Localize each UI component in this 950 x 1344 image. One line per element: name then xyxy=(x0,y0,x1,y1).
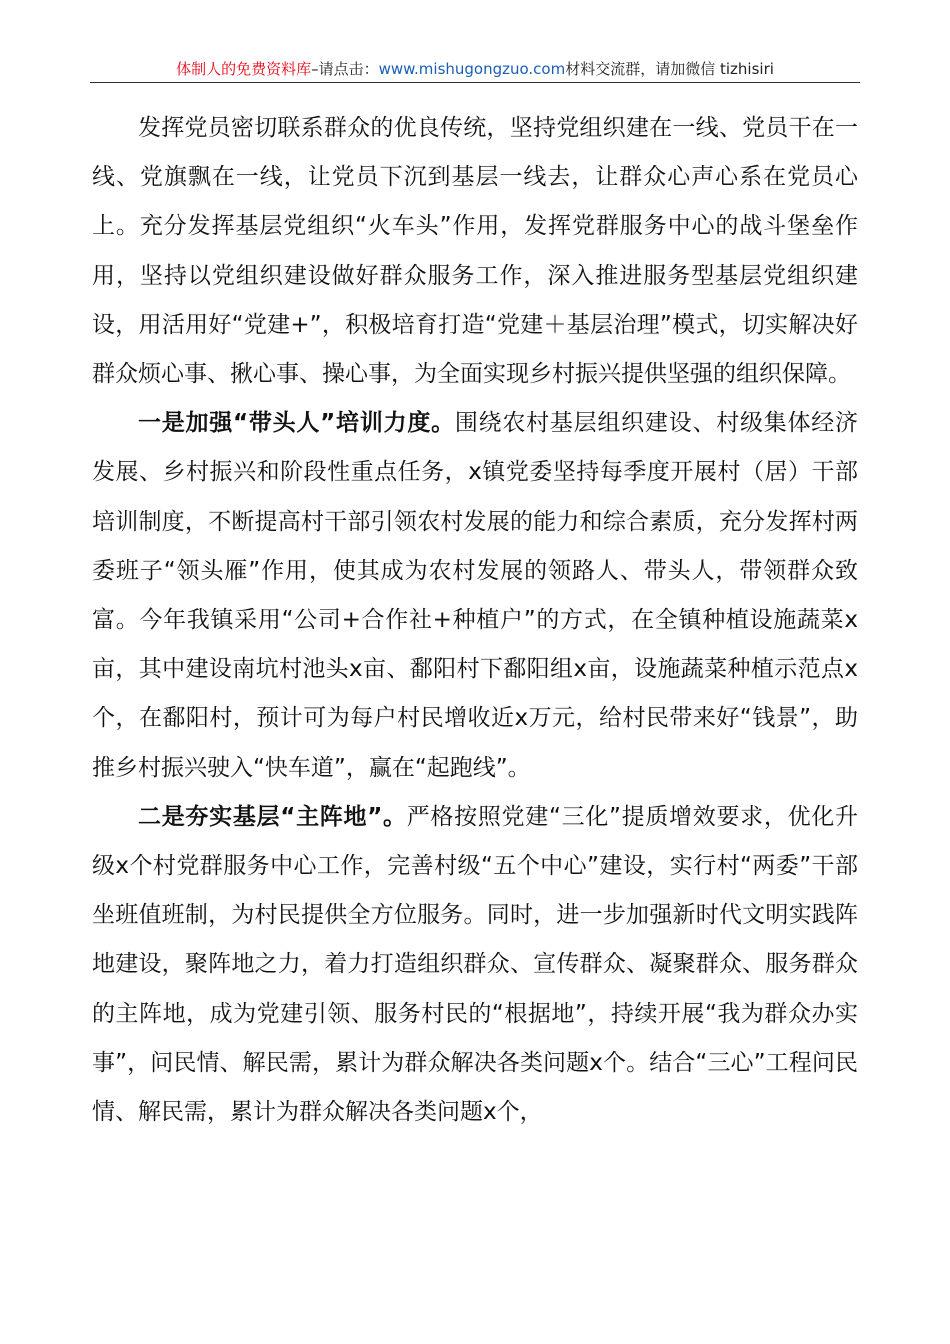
paragraph-text: 发挥党员密切联系群众的优良传统，坚持党组织建在一线、党员干在一线、党旗飘在一线，让党员下沉到基层一线去，让群众心声心系在党员心上。充分发挥基层党组织“火车头”作用，发挥党群服务中心的战斗堡垒作用，坚持以党组织建设做好群众服务工作，深入推进服务型基层党组织建设，用活用好“党建+”，积极培育打造“党建＋基层治理”模式，切实解决好群众烦心事、揪心事、操心事，为全面实现乡村振兴提供坚强的组织保障。 xyxy=(92,115,858,388)
paragraph-text: 围绕农村基层组织建设、村级集体经济发展、乡村振兴和阶段性重点任务，x镇党委坚持每季度开展村（居）干部培训制度，不断提高村干部引领农村发展的能力和综合素质，充分发挥村两委班子“领头雁”作用，使其成为农村发展的领路人、带头人，带领群众致富。今年我镇采用“公司+合作社+种植户”的方式，在全镇种植设施蔬菜x亩，其中建设南坑村池头x亩、鄱阳村下鄱阳组x亩，设施蔬菜种植示范点x个，在鄱阳村，预计可为每户村民增收近x万元，给村民带来好“钱景”，助推乡村振兴驶入“快车道”，赢在“起跑线”。 xyxy=(92,410,859,781)
paragraph-intro xyxy=(92,104,858,399)
paragraph-text: 严格按照党建“三化”提质增效要求，优化升级x个村党群服务中心工作，完善村级“五个中心”建设，实行村“两委”干部坐班值班制，为村民提供全方位服务。同时，进一步加强新时代文明实践阵地建设，聚阵地之力，着力打造组织群众、宣传群众、凝聚群众、服务群众的主阵地，成为党建引领、服务村民的“根据地”，持续开展“我为群众办实事”，问民情、解民需，累计为群众解决各类问题x个。结合“三心”工程问民情、解民需，累计为群众解决各类问题x个， xyxy=(92,803,858,1126)
paragraph-lead: 二是夯实基层“主阵地”。 xyxy=(138,803,407,830)
paragraph-positions xyxy=(92,793,858,1137)
header-url-link[interactable]: www.mishugongzuo.com xyxy=(378,60,566,78)
header-site-name: 体制人的免费资料库 xyxy=(176,60,312,78)
header-suffix: 材料交流群，请加微信 tizhisiri xyxy=(565,60,774,78)
header-divider xyxy=(90,82,860,83)
page-header xyxy=(90,58,860,80)
document-body xyxy=(92,104,858,1137)
paragraph-training xyxy=(92,399,858,793)
header-prompt: –请点击： xyxy=(311,60,379,78)
paragraph-lead: 一是加强“带头人”培训力度。 xyxy=(138,410,455,437)
